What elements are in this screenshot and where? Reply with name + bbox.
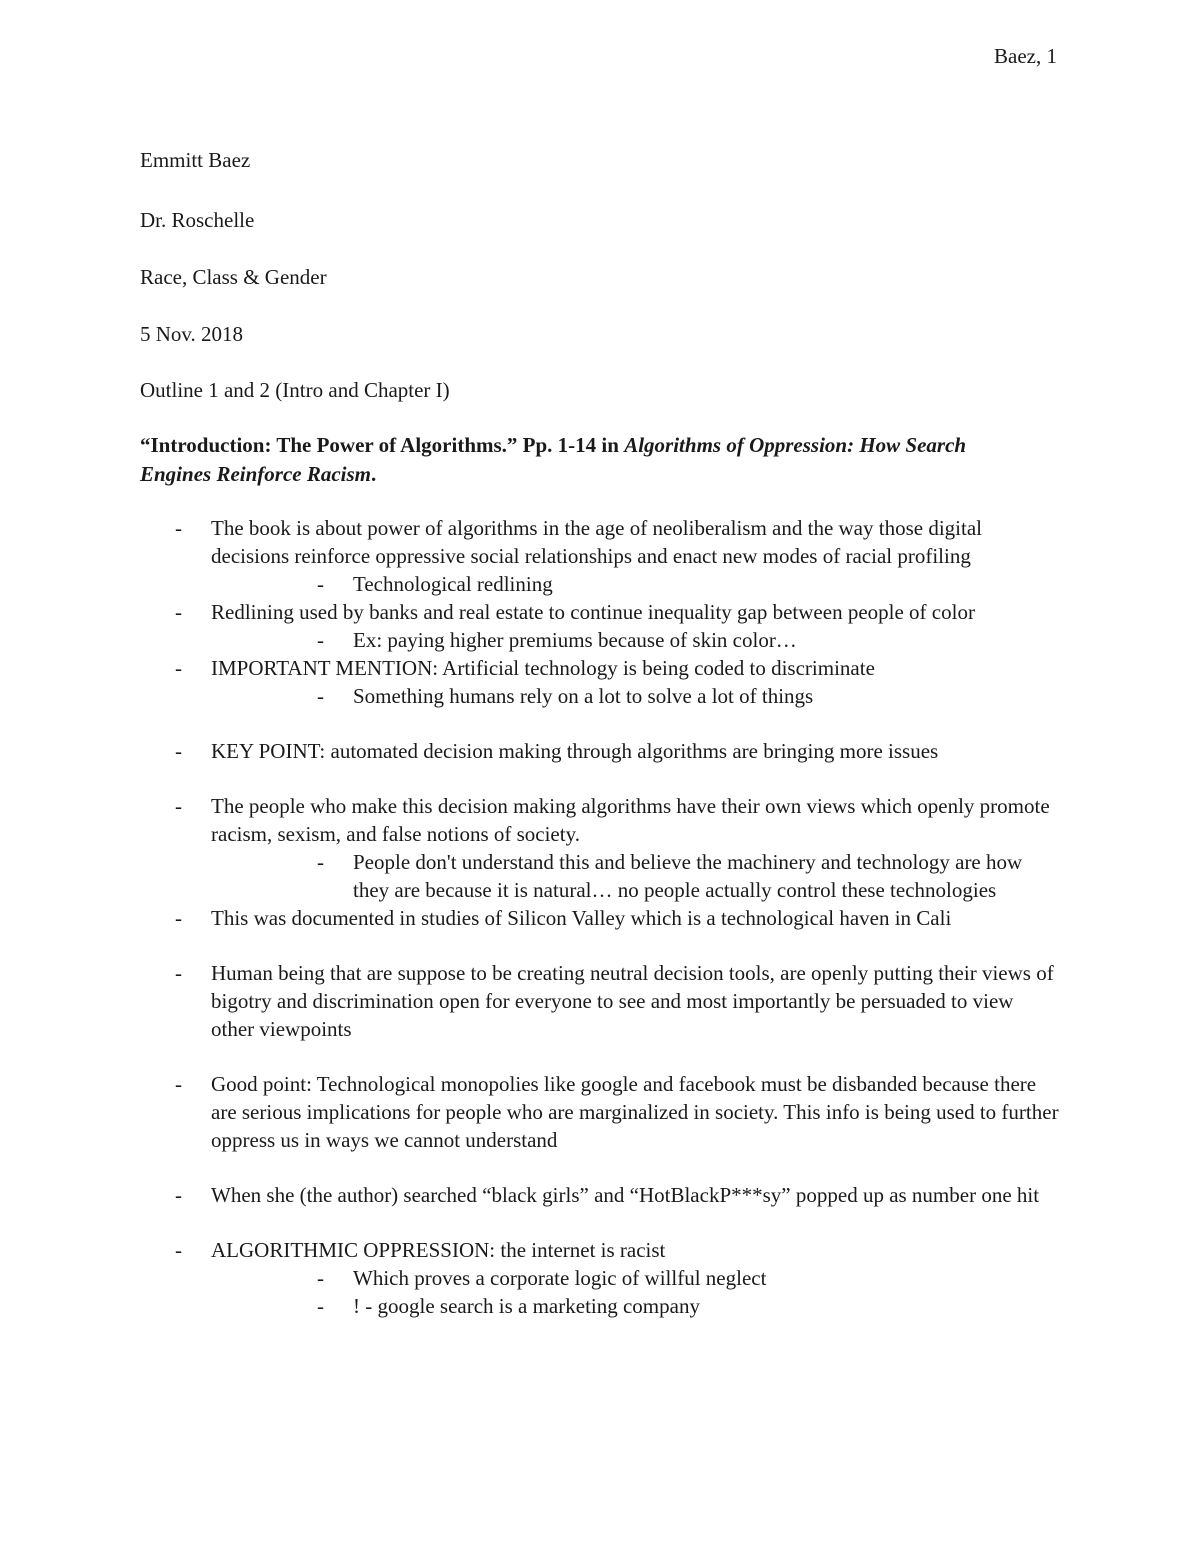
sub-item-text: Ex: paying higher premiums because of skin color…: [353, 628, 797, 652]
sub-list: [211, 1264, 1060, 1320]
outline-item-text: KEY POINT: automated decision making through algorithms are bringing more issues: [211, 739, 939, 763]
bullet-dash: -: [175, 600, 182, 624]
sub-item: [211, 570, 1060, 598]
outline-item: [140, 514, 1060, 598]
bullet-dash: -: [175, 1238, 182, 1262]
outline-item-text: Redlining used by banks and real estate to continue inequality gap between people of color: [211, 600, 975, 624]
outline-item-text: IMPORTANT MENTION: Artificial technology is being coded to discriminate: [211, 656, 875, 680]
citation-heading: [140, 431, 1040, 489]
sub-item-text: Which proves a corporate logic of willful neglect: [353, 1266, 767, 1290]
sub-list: [211, 570, 1060, 598]
outline-item-text: Good point: Technological monopolies like google and facebook must be disbanded because there are serious implications for people who are marginalized in society. This info is being used to further oppress us in ways we cannot understand: [211, 1072, 1059, 1152]
student-name: Emmitt Baez: [140, 148, 251, 172]
sub-list: [211, 848, 1060, 904]
outline-item: [140, 904, 1060, 932]
bullet-dash: -: [317, 1294, 324, 1318]
outline-item: [140, 654, 1060, 710]
citation-book-title: Algorithms of Oppression: How Search Engines Reinforce Racism: [140, 433, 967, 486]
sub-item-text: Technological redlining: [353, 572, 553, 596]
outline-item: [140, 737, 1060, 765]
bullet-dash: -: [317, 684, 324, 708]
bullet-dash: -: [317, 850, 324, 874]
outline-item: [140, 1070, 1060, 1154]
outline-item: [140, 1236, 1060, 1320]
sub-item-text: Something humans rely on a lot to solve a lot of things: [353, 684, 814, 708]
page-number: Baez, 1: [994, 44, 1057, 68]
course-name: Race, Class & Gender: [140, 265, 327, 289]
bullet-dash: -: [175, 1183, 182, 1207]
bullet-dash: -: [175, 516, 182, 540]
sub-list: [211, 682, 1060, 710]
bullet-dash: -: [317, 628, 324, 652]
outline-item-text: The people who make this decision making algorithms have their own views which openly promote racism, sexism, and false notions of society.: [211, 794, 1050, 846]
bullet-dash: -: [317, 1266, 324, 1290]
assignment-title: Outline 1 and 2 (Intro and Chapter I): [140, 378, 450, 402]
bullet-dash: -: [175, 961, 182, 985]
sub-item-text: People don't understand this and believe the machinery and technology are how they are because it is natural… no people actually control these technologies: [353, 850, 1023, 902]
sub-item-text: ! - google search is a marketing company: [353, 1294, 700, 1318]
citation-title: “Introduction: The Power of Algorithms.” Pp. 1-14 in: [140, 433, 625, 457]
bullet-dash: -: [317, 572, 324, 596]
bullet-dash: -: [175, 1072, 182, 1096]
sub-list: [211, 626, 1060, 654]
outline-item-text: ALGORITHMIC OPPRESSION: the internet is racist: [211, 1238, 666, 1262]
sub-item: [211, 682, 1060, 710]
bullet-dash: -: [175, 906, 182, 930]
sub-item: [211, 626, 1060, 654]
outline-list: [140, 514, 1060, 1320]
bullet-dash: -: [175, 656, 182, 680]
sub-item: [211, 848, 1060, 904]
citation-end: .: [371, 462, 377, 486]
outline-item-text: The book is about power of algorithms in the age of neoliberalism and the way those digital decisions reinforce oppressive social relationships and enact new modes of racial profiling: [211, 516, 982, 568]
date: 5 Nov. 2018: [140, 322, 244, 346]
outline-item-text: When she (the author) searched “black girls” and “HotBlackP***sy” popped up as number one hit: [211, 1183, 1040, 1207]
outline-item: [140, 959, 1060, 1043]
bullet-dash: -: [175, 739, 182, 763]
outline-item-text: This was documented in studies of Silicon Valley which is a technological haven in Cali: [211, 906, 952, 930]
outline-item: [140, 1181, 1060, 1209]
outline-item: [140, 598, 1060, 654]
outline-item: [140, 792, 1060, 904]
bullet-dash: -: [175, 794, 182, 818]
sub-item: [211, 1292, 1060, 1320]
instructor-name: Dr. Roschelle: [140, 208, 255, 232]
outline-item-text: Human being that are suppose to be creating neutral decision tools, are openly putting their views of bigotry and discrimination open for everyone to see and most importantly be persuaded to view other viewpoints: [211, 961, 1054, 1041]
sub-item: [211, 1264, 1060, 1292]
